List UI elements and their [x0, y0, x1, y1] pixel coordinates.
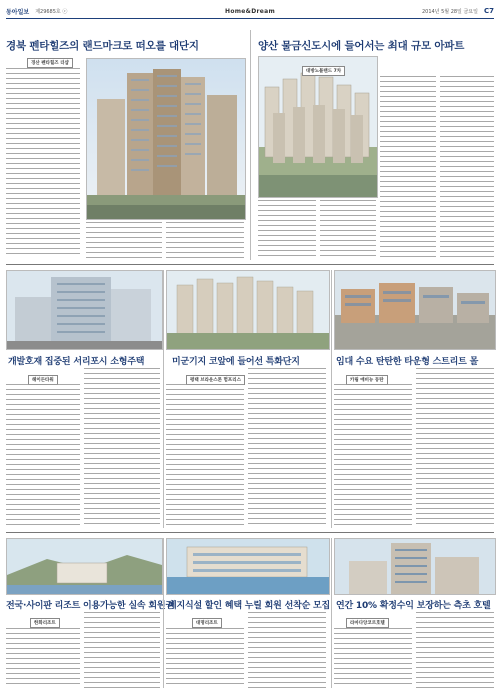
article-body-column: [334, 384, 412, 526]
article-body-column: [320, 200, 376, 258]
subhead-hanwha-resort: 한화리조트: [30, 618, 60, 628]
subhead-yangsan: 대방노블랜드 7차: [302, 66, 345, 76]
subhead-hayden-tower: 헤이든타워: [28, 375, 58, 385]
headline-dongtan-mall: 임대 수요 탄탄한 타운형 스트리트 몰: [336, 357, 479, 367]
subhead-pyeongtaek: 평택 브라운스톤 험프리스: [186, 375, 245, 385]
article-photo-street-mall: [334, 270, 496, 350]
headline-pyeongtaek: 미군기지 코앞에 들어선 특화단지: [172, 357, 300, 367]
issue-date: 2014년 5월 28일 금요일: [421, 8, 478, 15]
page-number: C7: [483, 7, 494, 15]
article-body-column: [334, 628, 412, 688]
subhead-daemyung-resort: 대명리조트: [192, 618, 222, 628]
article-body-column: [6, 68, 80, 256]
headline-ramada-hotel: 연간 10% 확정수익 보장하는 측초 호텔: [336, 601, 491, 611]
column-divider: [331, 538, 332, 688]
article-photo-hotel: [334, 538, 496, 595]
article-body-column: [166, 628, 244, 688]
masthead: [6, 4, 494, 19]
article-body-column: [6, 628, 80, 688]
subhead-dongtan-mall: 카림 애비뉴 동탄: [346, 375, 388, 385]
headline-pentahills: 경북 펜타힐즈의 랜드마크로 떠오를 대단지: [6, 40, 199, 52]
article-photo-tower: [6, 270, 163, 350]
column-divider: [163, 538, 164, 688]
headline-yangsan: 양산 물금신도시에 들어서는 최대 규모 아파트: [258, 40, 465, 52]
column-divider: [163, 270, 164, 528]
column-divider: [331, 270, 332, 528]
article-body-column: [86, 222, 162, 258]
headline-daemyung-resort: 페지식설 할인 혜택 누릴 회원 선착순 모집: [168, 601, 330, 611]
headline-hanwha-resort: 전국·사이판 리조트 이용가능한 실속 회원권: [6, 601, 174, 611]
article-body-column-spacer: [176, 220, 244, 258]
edition-number: 제29685호 ⓒ: [35, 8, 68, 15]
article-body-column: [416, 612, 494, 688]
subhead-pentahills: 경산 펜타힐즈 더샵: [27, 58, 73, 68]
article-photo-complex: [166, 270, 330, 350]
article-body-column: [166, 384, 244, 526]
article-body-column: [6, 384, 80, 526]
article-body-column: [380, 76, 436, 258]
article-photo-apartment-complex: [258, 56, 378, 198]
headline-hayden-tower: 개발호재 집중된 서리포시 소형주택: [8, 357, 145, 367]
article-body-column: [84, 368, 160, 526]
article-body-column: [258, 200, 316, 258]
article-body-column: [440, 76, 494, 258]
subhead-ramada-hotel: 라마다앙코르호텔: [346, 618, 389, 628]
article-photo-resort-pool: [166, 538, 330, 595]
article-body-column: [84, 612, 160, 688]
newspaper-logo: 동아일보: [6, 8, 30, 16]
section-divider: [6, 532, 494, 533]
article-body-column: [248, 368, 326, 526]
section-title: Home&Dream: [224, 7, 276, 15]
column-divider: [250, 30, 251, 260]
section-divider: [6, 264, 494, 265]
article-photo-building-rendering: [86, 58, 246, 220]
article-photo-resort: [6, 538, 163, 595]
article-body-column: [248, 612, 326, 688]
article-body-column: [416, 368, 494, 526]
